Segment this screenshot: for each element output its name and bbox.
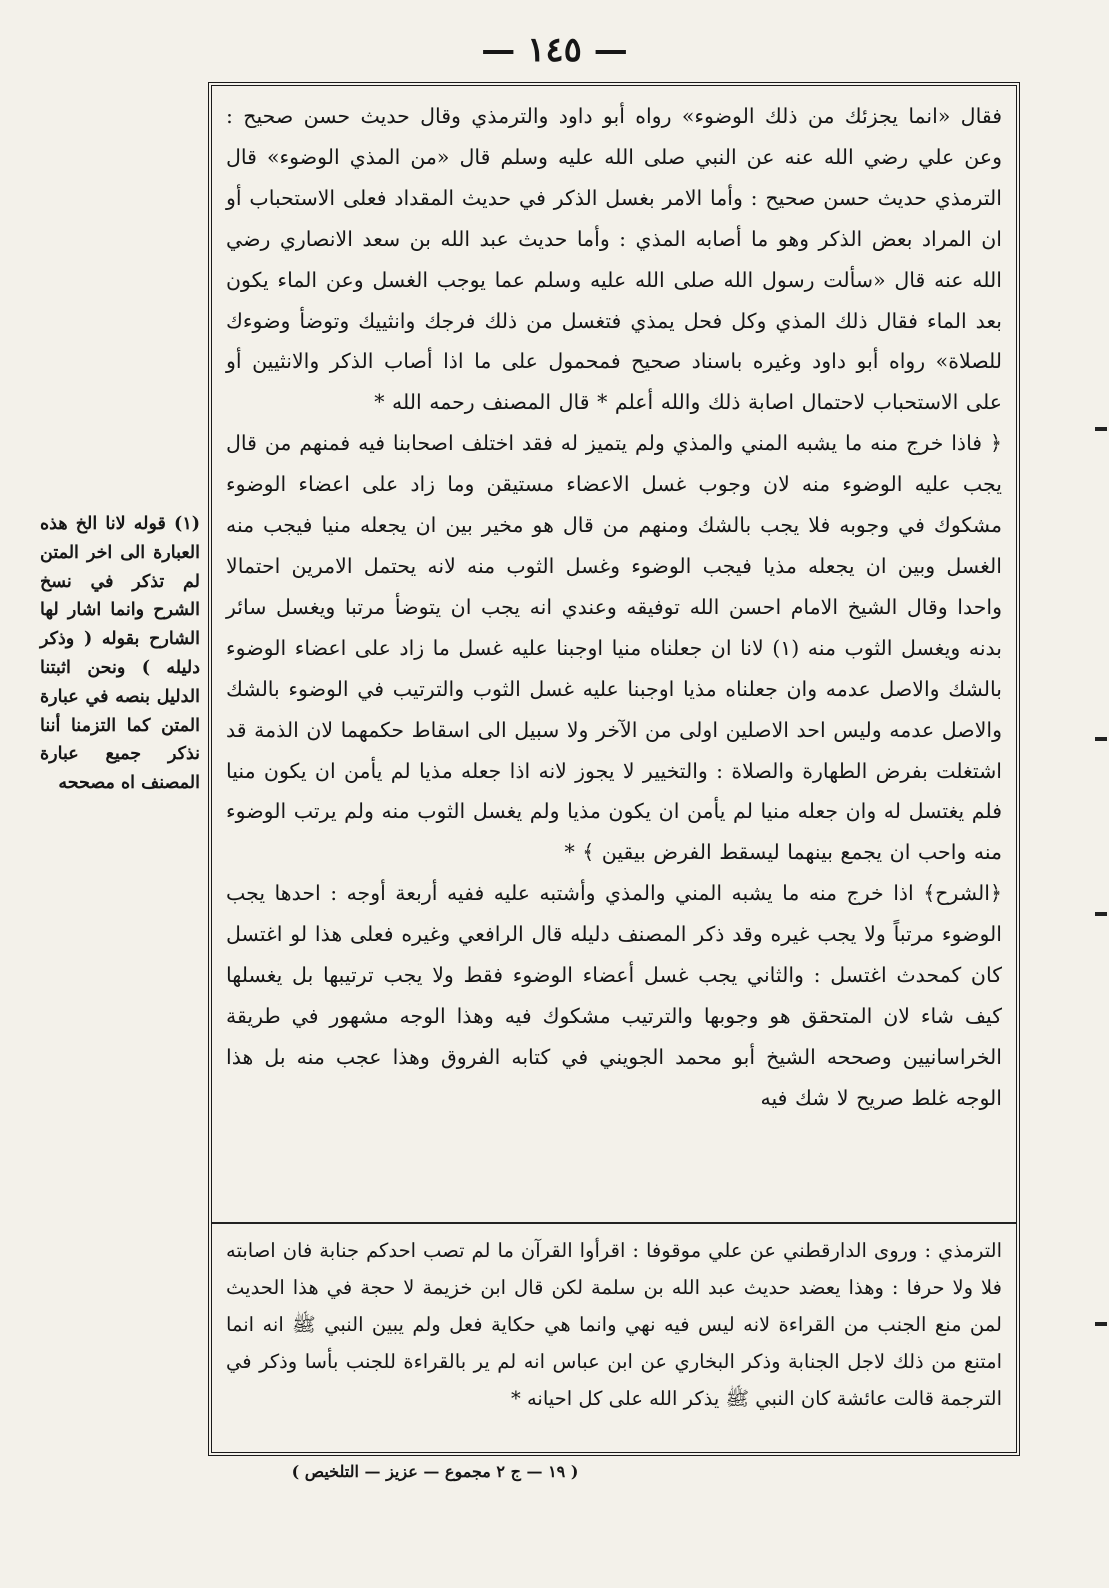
footnote-separator [212, 1222, 1016, 1224]
margin-mark [1095, 912, 1107, 916]
footnote-block [226, 1232, 1002, 1444]
footnote-text: الترمذي : وروى الدارقطني عن علي موقوفا : اقرأوا القرآن ما لم تصب احدكم جنابة فان اصابته فلا ولا حرفا : وهذا يعضد حديث عبد الله بن سلمة لكن قال ابن خزيمة لا حجة في هذا الحديث لمن منع الجنب من القراءة لانه ليس فيه نهي وانما هي حكاية فعل ولم يبين النبي ﷺ انه انما امتنع من ذلك لاجل الجنابة وذكر البخاري عن ابن عباس انه لم ير بالقراءة للجنب بأسا وذكر في الترجمة قالت عائشة كان النبي ﷺ يذكر الله على كل احيانه * [226, 1239, 1002, 1410]
main-text [226, 96, 1002, 1236]
margin-mark [1095, 737, 1107, 741]
paragraph-matn: ﴿ فاذا خرج منه ما يشبه المني والمذي ولم يتميز له فقد اختلف اصحابنا فيه فمنهم من قال يجب عليه الوضوء منه لان وجوب غسل الاعضاء مستيقن وما زاد على اعضاء الوضوء مشكوك في وجوبه فلا يجب بالشك ومنهم من قال هو مخير بين ان يجعله منيا فيجب منه الغسل وبين ان يجعله مذيا فيجب الوضوء وغسل الثوب منه لانه يحتمل الامرين احتمالا واحدا وقال الشيخ الامام احسن الله توفيقه وعندي انه يجب ان يتوضأ مرتبا ويغسل سائر بدنه ويغسل الثوب منه (١) لانا ان جعلناه منيا اوجبنا عليه غسل ما زاد على اعضاء الوضوء بالشك والاصل عدمه وان جعلناه مذيا اوجبنا عليه غسل الثوب والترتيب في الوضوء بالشك والاصل عدمه وليس احد الاصلين اولى من الآخر ولا سبيل الى اسقاط حكمهما لان الذمة قد اشتغلت بفرض الطهارة والصلاة : والتخيير لا يجوز لانه اذا جعله مذيا لم يأمن ان يكون منيا فلم يغتسل له وان جعله منيا لم يأمن ان يكون مذيا ولم يغسل الثوب منه ولم يرتب الوضوء منه واحب ان يجمع بينهما ليسقط الفرض بيقين ﴾ * [226, 431, 1002, 865]
paragraph-hadith: فقال «انما يجزئك من ذلك الوضوء» رواه أبو داود والترمذي وقال حديث حسن صحيح : وعن علي رضي الله عنه عن النبي صلى الله عليه وسلم قال «من المذي الوضوء» قال الترمذي حديث حسن صحيح : وأما الامر بغسل الذكر في حديث المقداد فعلى الاستحباب أو ان المراد بعض الذكر وهو ما أصابه المذي : وأما حديث عبد الله بن سعد الانصاري رضي الله عنه قال «سألت رسول الله صلى الله عليه وسلم عما يوجب الغسل وعن الماء يكون بعد الماء فقال ذلك المذي وكل فحل يمذي فتغسل من ذلك فرجك وانثييك وتوضأ وضوءك للصلاة» رواه أبو داود وغيره باسناد صحيح فمحمول على ما اذا أصاب الذكر والانثيين أو على الاستحباب لاحتمال اصابة ذلك والله أعلم * قال المصنف رحمه الله * [226, 104, 1002, 415]
page-number: — ١٤٥ — [481, 30, 628, 70]
paragraph-sharh: ﴿الشرح﴾ اذا خرج منه ما يشبه المني والمذي وأشتبه عليه ففيه أربعة أوجه : احدها يجب الوضوء مرتباً ولا يجب غيره وقد ذكر المصنف دليله قال الرافعي وغيره فعلى هذا لو اغتسل كان كمحدث اغتسل : والثاني يجب غسل أعضاء الوضوء فقط ولا يجب ترتيبها بل يغسلها كيف شاء لان المتحقق هو وجوبها والترتيب مشكوك فيه وهذا الوجه مشهور في طريقة الخراسانيين وصححه الشيخ أبو محمد الجويني في كتابه الفروق وهذا عجب منه بل هذا الوجه غلط صريح لا شك فيه [226, 881, 1002, 1110]
margin-mark [1095, 427, 1107, 431]
text-frame [208, 82, 1020, 1456]
page-signature: ( ١٩ — ج ٢ مجموع — عزيز — التلخيص ) [291, 1462, 579, 1481]
margin-note: (١) قوله لانا الخ هذه العبارة الى اخر المتن لم تذكر في نسخ الشرح وانما اشار لها الشارح بقوله ( وذكر دليله ) ونحن اثبتنا الدليل بنصه في عبارة المتن كما التزمنا أننا نذكر جميع عبارة المصنف اه مصححه [40, 514, 200, 794]
margin-mark [1095, 1322, 1107, 1326]
